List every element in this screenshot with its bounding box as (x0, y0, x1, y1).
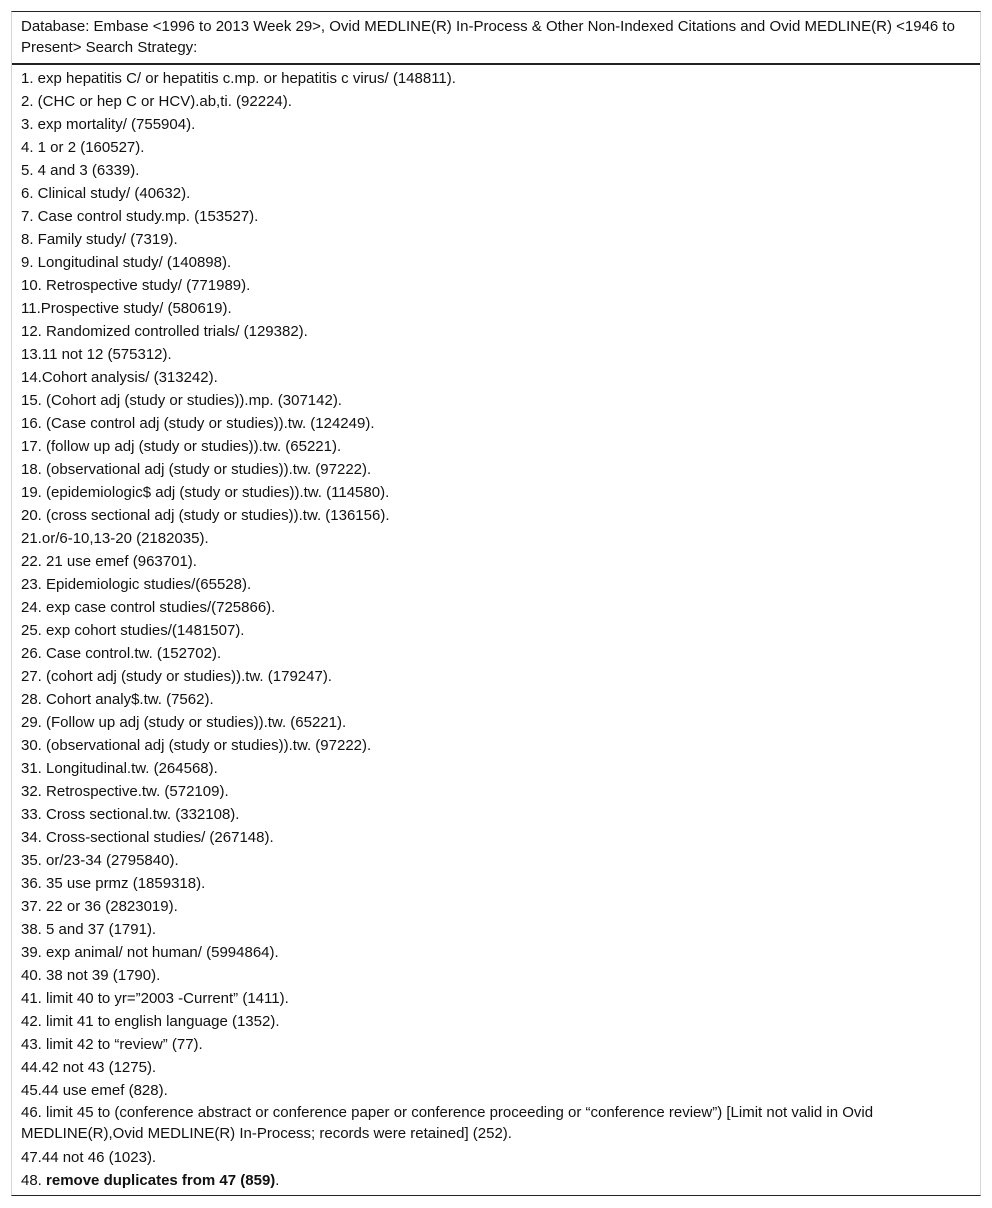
search-line-9: 9. Longitudinal study/ (140898). (21, 254, 232, 271)
search-line-25: 25. exp cohort studies/(1481507). (21, 622, 245, 639)
search-line-17: 17. (follow up adj (study or studies)).tw. (65221). (21, 438, 342, 455)
search-line-22: 22. 21 use emef (963701). (21, 553, 197, 570)
search-line-8: 8. Family study/ (7319). (21, 231, 178, 248)
search-line-26: 26. Case control.tw. (152702). (21, 645, 222, 662)
search-line-34: 34. Cross-sectional studies/ (267148). (21, 829, 274, 846)
search-line-12: 12. Randomized controlled trials/ (129382). (21, 323, 308, 340)
search-line-30: 30. (observational adj (study or studies)).tw. (97222). (21, 737, 372, 754)
line48-suffix: . (275, 1172, 280, 1189)
search-line-6: 6. Clinical study/ (40632). (21, 185, 191, 202)
search-line-1: 1. exp hepatitis C/ or hepatitis c.mp. or hepatitis c virus/ (148811). (21, 70, 456, 87)
search-line-28: 28. Cohort analy$.tw. (7562). (21, 691, 214, 708)
search-line-19: 19. (epidemiologic$ adj (study or studies)).tw. (114580). (21, 484, 390, 501)
table-header (12, 12, 980, 65)
search-line-14: 14.Cohort analysis/ (313242). (21, 369, 218, 386)
search-line-13: 13.11 not 12 (575312). (21, 346, 172, 363)
search-line-42: 42. limit 41 to english language (1352). (21, 1013, 280, 1030)
search-line-16: 16. (Case control adj (study or studies)).tw. (124249). (21, 415, 375, 432)
search-line-3: 3. exp mortality/ (755904). (21, 116, 196, 133)
search-line-29: 29. (Follow up adj (study or studies)).tw. (65221). (21, 714, 347, 731)
line48-prefix: 48. (21, 1172, 47, 1189)
header-text: Database: Embase <1996 to 2013 Week 29>, Ovid MEDLINE(R) In-Process & Other Non-Indexed Citations and Ovid MEDLINE(R) <1946 to Present> Search Strategy: (21, 18, 955, 56)
search-line-39: 39. exp animal/ not human/ (5994864). (21, 944, 279, 961)
search-line-41: 41. limit 40 to yr=”2003 -Current” (1411). (21, 990, 289, 1007)
search-line-36: 36. 35 use prmz (1859318). (21, 875, 206, 892)
search-line-21: 21.or/6-10,13-20 (2182035). (21, 530, 209, 547)
search-line-11: 11.Prospective study/ (580619). (21, 300, 232, 317)
search-line-40: 40. 38 not 39 (1790). (21, 967, 161, 984)
search-strategy-table (11, 11, 981, 1196)
line48-bold: remove duplicates from 47 (859) (46, 1172, 276, 1189)
search-line-32: 32. Retrospective.tw. (572109). (21, 783, 229, 800)
search-line-2: 2. (CHC or hep C or HCV).ab,ti. (92224). (21, 93, 292, 110)
search-line-18: 18. (observational adj (study or studies)).tw. (97222). (21, 461, 372, 478)
table-body (12, 65, 980, 1192)
search-line-38: 38. 5 and 37 (1791). (21, 921, 157, 938)
search-line-47: 47.44 not 46 (1023). (21, 1149, 157, 1166)
search-line-33: 33. Cross sectional.tw. (332108). (21, 806, 240, 823)
search-line-43: 43. limit 42 to “review” (77). (21, 1036, 203, 1053)
search-line-4: 4. 1 or 2 (160527). (21, 139, 145, 156)
search-line-31: 31. Longitudinal.tw. (264568). (21, 760, 218, 777)
search-line-45: 45.44 use emef (828). (21, 1082, 168, 1099)
search-line-35: 35. or/23-34 (2795840). (21, 852, 179, 869)
search-line-15: 15. (Cohort adj (study or studies)).mp. (307142). (21, 392, 342, 409)
search-line-24: 24. exp case control studies/(725866). (21, 599, 276, 616)
search-line-37: 37. 22 or 36 (2823019). (21, 898, 178, 915)
search-line-44: 44.42 not 43 (1275). (21, 1059, 157, 1076)
search-line-5: 5. 4 and 3 (6339). (21, 162, 140, 179)
search-line-7: 7. Case control study.mp. (153527). (21, 208, 259, 225)
search-line-23: 23. Epidemiologic studies/(65528). (21, 576, 252, 593)
search-line-48 (21, 1169, 970, 1192)
search-line-20: 20. (cross sectional adj (study or studies)).tw. (136156). (21, 507, 390, 524)
search-line-46: 46. limit 45 to (conference abstract or conference paper or conference proceeding or “conference review”) [Limit not valid in Ovid MEDLINE(R),Ovid MEDLINE(R) In-Process; records were retained] (252). (21, 1104, 874, 1142)
search-line-27: 27. (cohort adj (study or studies)).tw. (179247). (21, 668, 332, 685)
search-line-10: 10. Retrospective study/ (771989). (21, 277, 251, 294)
